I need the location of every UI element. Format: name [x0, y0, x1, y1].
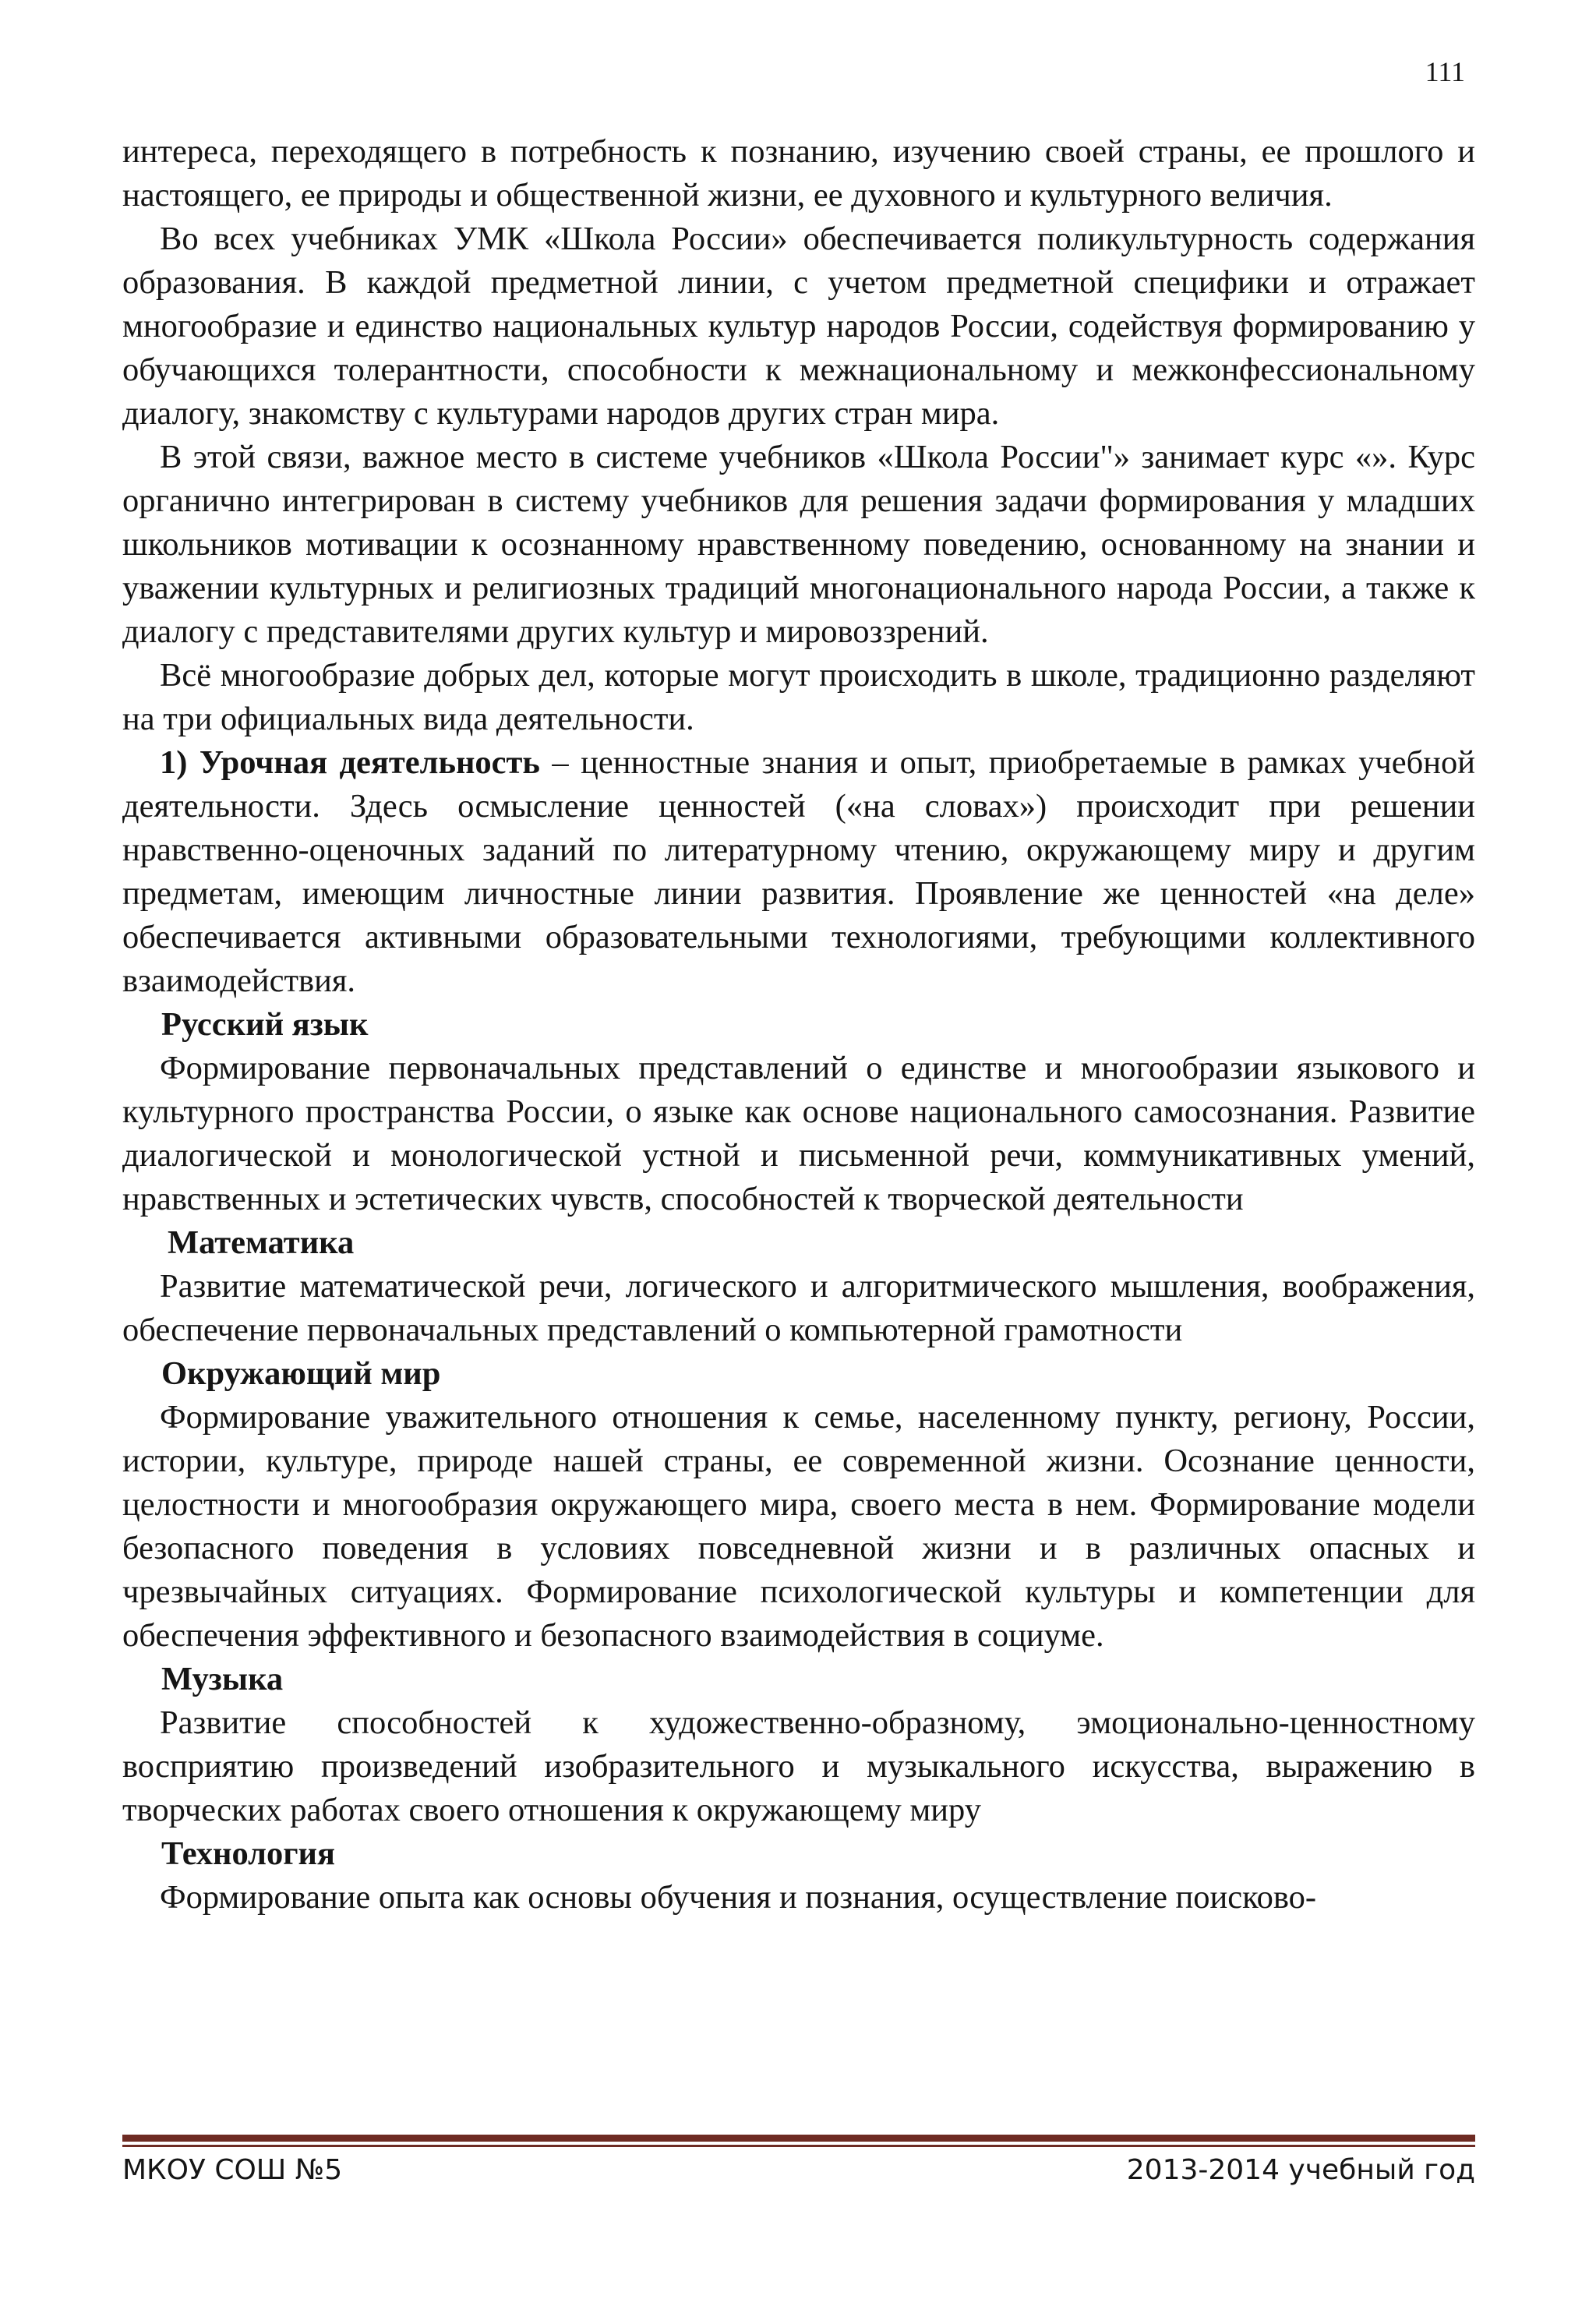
paragraph-lesson-activity: [122, 741, 1475, 1003]
subject-heading: Музыка: [161, 1661, 284, 1697]
subject-text: Формирование опыта как основы обучения и познания, осуществление поисково-: [160, 1879, 1317, 1916]
footer-school: МКОУ СОШ №5: [122, 2154, 343, 2186]
subject-heading: Окружающий мир: [161, 1355, 441, 1392]
page-body: [122, 130, 1475, 1920]
paragraph: интереса, переходящего в потребность к познанию, изучению своей страны, ее прошлого и настоящего, ее природы и общественной жизни, ее духовного и культурного величия.: [122, 133, 1475, 214]
subject-text: Развитие математической речи, логического и алгоритмического мышления, воображения, обеспечение первоначальных представлений о компьютерной грамотности: [122, 1268, 1475, 1348]
subject-heading: Математика: [168, 1224, 355, 1261]
footer-divider: [122, 2135, 1475, 2142]
footer-year: 2013-2014 учебный год: [1126, 2154, 1475, 2186]
subject-heading: Технология: [161, 1835, 336, 1872]
subject-text: Формирование уважительного отношения к семье, населенному пункту, региону, России, истории, культуре, природе нашей страны, ее современной жизни. Осознание ценности, целостности и многообразия окружающего мира, своего места в нем. Формирование модели безопасного поведения в условиях повседневной жизни и в различных опасных и чрезвычайных ситуациях. Формирование психологической культуры и компетенции для обеспечения эффективного и безопасного взаимодействия в социуме.: [122, 1399, 1475, 1654]
subject-text: Развитие способностей к художественно-образному, эмоционально-ценностному восприятию произведений изобразительного и музыкального искусства, выражению в творческих работах своего отношения к окружающему миру: [122, 1704, 1475, 1828]
paragraph-rest: – ценностные знания и опыт, приобретаемые в рамках учебной деятельности. Здесь осмысление ценностей («на словах») происходит при решении нравственно-оценочных заданий по литературному чтению, окружающему миру и другим предметам, имеющим личностные линии развития. Проявление же ценностей «на деле» обеспечивается активными образовательными технологиями, требующими коллективного взаимодействия.: [122, 744, 1475, 999]
subject-heading: Русский язык: [161, 1006, 369, 1043]
footer-divider-thin: [122, 2145, 1475, 2147]
paragraph: Всё многообразие добрых дел, которые могут происходить в школе, традиционно разделяют на три официальных вида деятельности.: [122, 657, 1475, 737]
paragraph: В этой связи, важное место в системе учебников «Школа России"» занимает курс «». Курс органично интегрирован в систему учебников для решения задачи формирования у младших школьников мотивации к осознанному нравственному поведению, основанному на знании и уважении культурных и религиозных традиций многонационального народа России, а также к диалогу с представителями других культур и мировоззрений.: [122, 439, 1475, 650]
page-number: 111: [1425, 56, 1465, 87]
subject-text: Формирование первоначальных представлений о единстве и многообразии языкового и культурного пространства России, о языке как основе национального самосознания. Развитие диалогической и монологической устной и письменной речи, коммуникативных умений, нравственных и эстетических чувств, способностей к творческой деятельности: [122, 1050, 1475, 1217]
paragraph-lead-bold: 1) Урочная деятельность: [160, 744, 540, 781]
paragraph: Во всех учебниках УМК «Школа России» обеспечивается поликультурность содержания образования. В каждой предметной линии, с учетом предметной специфики и отражает многообразие и единство национальных культур народов России, содействуя формированию у обучающихся толерантности, способности к межнациональному и межконфессиональному диалогу, знакомству с культурами народов других стран мира.: [122, 221, 1475, 432]
